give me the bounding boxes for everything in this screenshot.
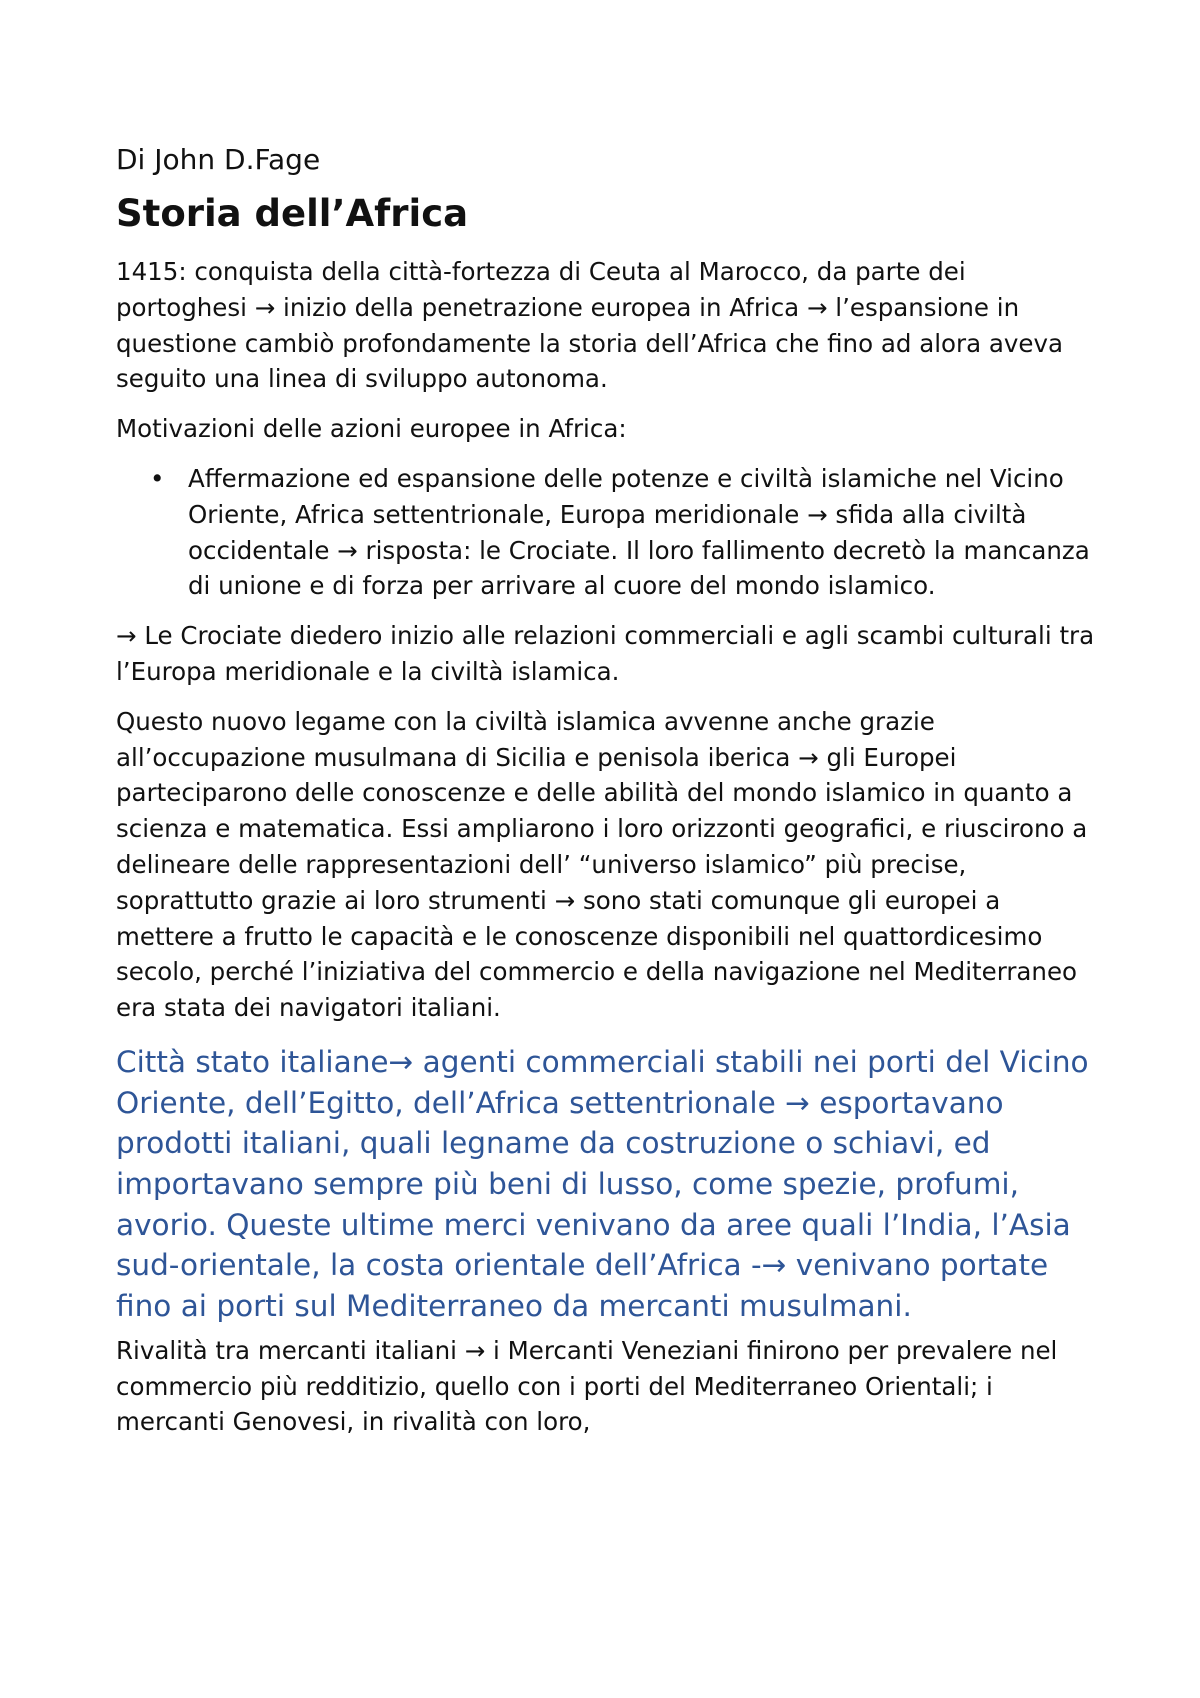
intro-paragraph: 1415: conquista della città-fortezza di Ceuta al Marocco, da parte dei portoghesi → inizio della penetrazione europea in Africa → l’espansione in questione cambiò profondamente la storia dell’Africa che fino ad alora aveva seguito una linea di sviluppo autonoma. <box>116 257 1063 394</box>
motivations-paragraph: Motivazioni delle azioni europee in Africa: <box>116 414 627 444</box>
islamic-link-paragraph: Questo nuovo legame con la civiltà islamica avvenne anche grazie all’occupazione musulmana di Sicilia e penisola iberica → gli Europei parteciparono delle conoscenze e delle abilità del mondo islamico in quanto a scienza e matematica. Essi ampliarono i loro orizzonti geografici, e riuscirono a delineare delle rappresentazioni dell’ “universo islamico” più precise, soprattutto grazie ai loro strumenti → sono stati comunque gli europei a mettere a frutto le capacità e le conoscenze disponibili nel quattordicesimo secolo, perché l’iniziativa del commercio e della navigazione nel Mediterraneo era stata dei navigatori italiani. <box>116 706 1088 1023</box>
motivations-list <box>116 461 1101 604</box>
bullet-icon: • <box>150 463 165 493</box>
document-page <box>116 142 1101 1440</box>
crusades-paragraph: → Le Crociate diedero inizio alle relazioni commerciali e agli scambi culturali tra l’Europa meridionale e la civiltà islamica. <box>116 621 1095 686</box>
city-states-heading: Città stato italiane→ agenti commerciali stabili nei porti del Vicino Oriente, dell’Egitto, dell’Africa settentrionale → esportavano prodotti italiani, quali legname da costruzione o schiavi, ed importavano sempre più beni di lusso, come spezie, profumi, avorio. Queste ultime merci venivano da aree quali l’India, l’Asia sud-orientale, la costa orientale dell’Africa -→ venivano portate fino ai porti sul Mediterraneo da mercanti musulmani. <box>116 1044 1089 1324</box>
merchants-rivalry-paragraph: Rivalità tra mercanti italiani → i Mercanti Veneziani finirono per prevalere nel commercio più redditizio, quello con i porti del Mediterraneo Orientali; i mercanti Genovesi, in rivalità con loro, <box>116 1335 1058 1437</box>
list-item-text: Affermazione ed espansione delle potenze e civiltà islamiche nel Vicino Oriente, Africa settentrionale, Europa meridionale → sfida alla civiltà occidentale → risposta: le Crociate. Il loro fallimento decretò la mancanza di unione e di forza per arrivare al cuore del mondo islamico. <box>188 463 1090 601</box>
author-line: Di John D.Fage <box>116 143 321 176</box>
list-item <box>116 461 1101 604</box>
document-title: Storia dell’Africa <box>116 192 469 235</box>
